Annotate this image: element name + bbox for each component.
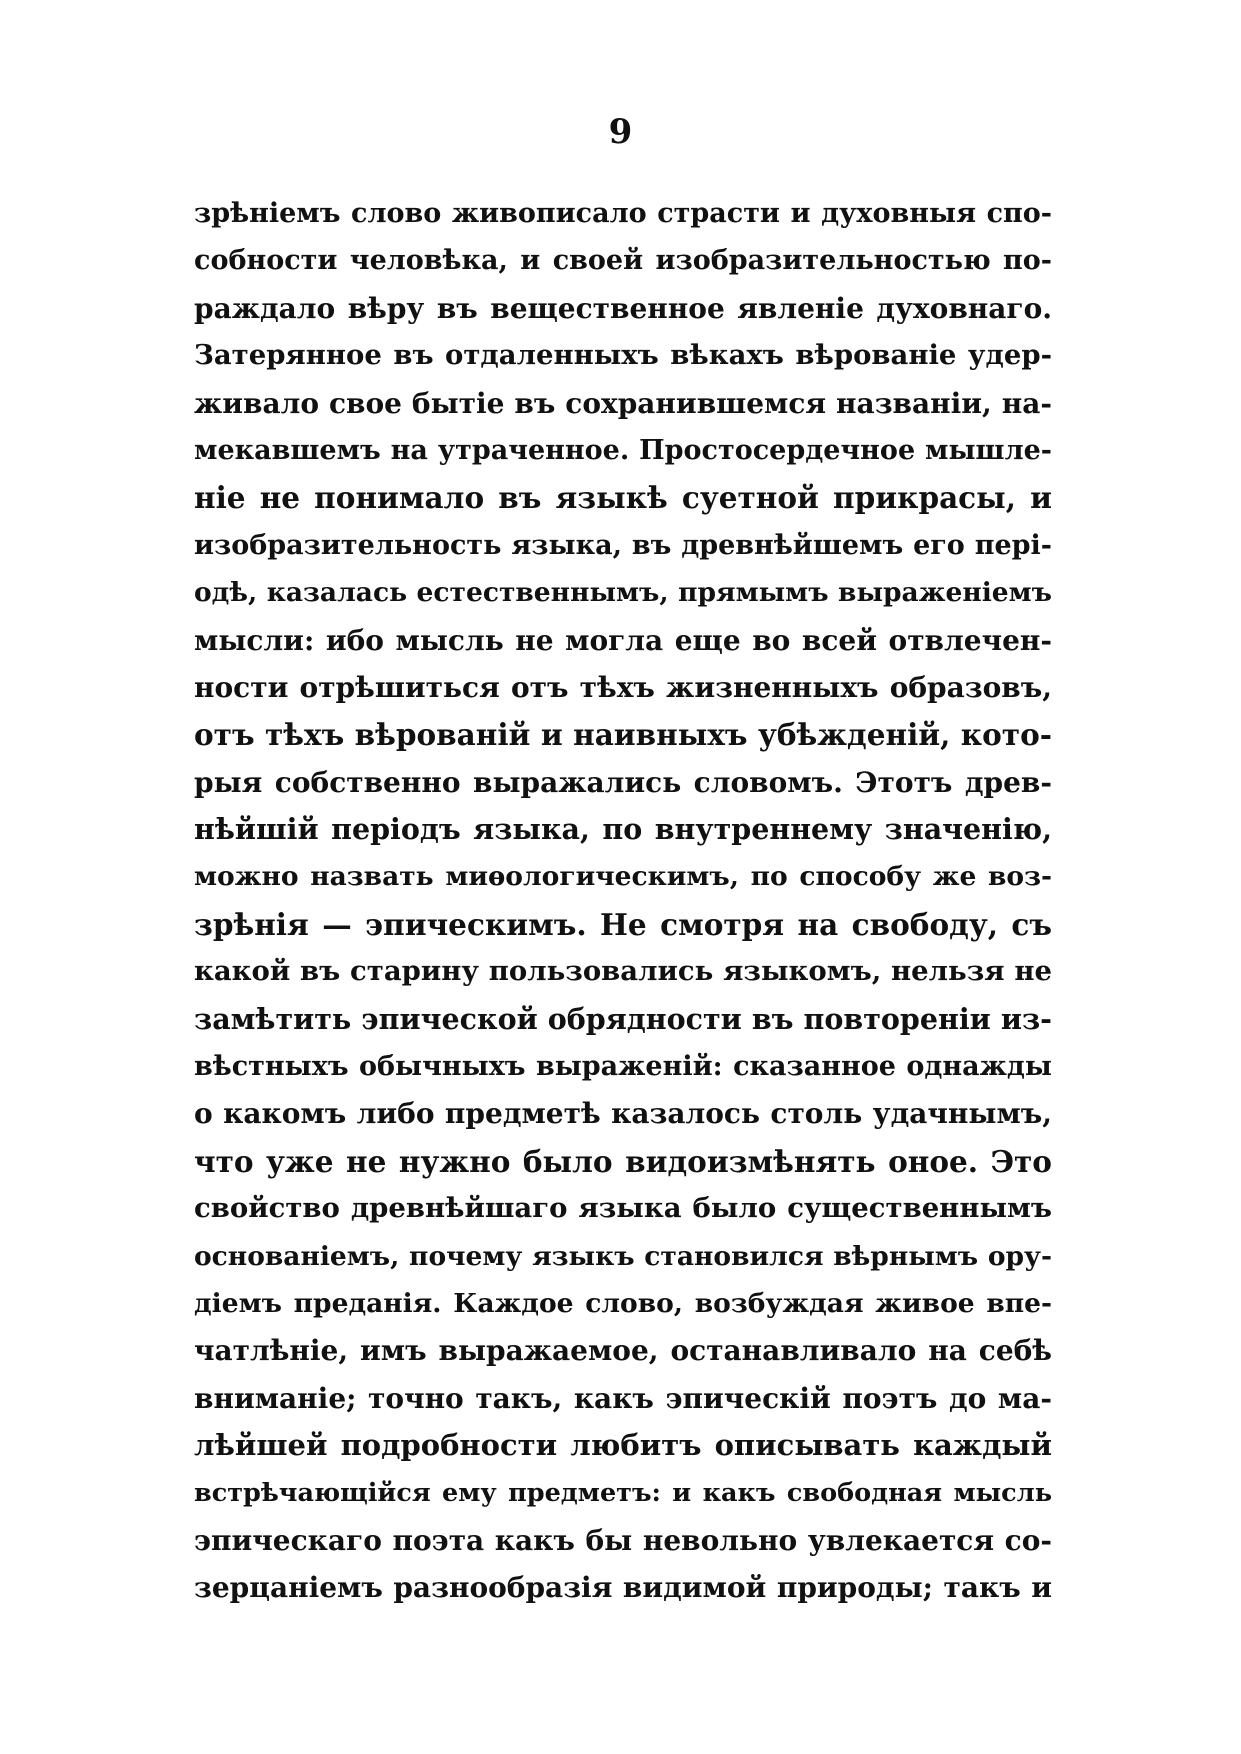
text-line: вниманіе; точно такъ, какъ эпическій поэтъ до ма- <box>194 1381 1052 1415</box>
text-line: эпическаго поэта какъ бы невольно увлекается со- <box>194 1523 1052 1557</box>
text-line: собности человѣка, и своей изобразительностью по- <box>194 245 1052 277</box>
text-line: замѣтить эпической обрядности въ повтореніи из- <box>194 1001 1052 1036</box>
text-line: изобразительность языка, въ древнѣйшемъ его пері- <box>194 529 1052 561</box>
text-line: основаніемъ, почему языкъ становился вѣрнымъ ору- <box>194 1240 1052 1272</box>
text-line: отъ тѣхъ вѣрованій и наивныхъ убѣжденій, кото- <box>194 717 1052 753</box>
text-line: Затерянное въ отдаленныхъ вѣкахъ вѣрованіе удер- <box>194 339 1052 372</box>
text-line: нѣйшій періодъ языка, по внутреннему значенію, <box>194 812 1052 847</box>
text-line: что уже не нужно было видоизмѣнять оное. Это <box>194 1143 1052 1179</box>
text-line: зрѣнія — эпическимъ. Не смотря на свободу, съ <box>194 906 1052 942</box>
page-number: 9 <box>608 112 633 152</box>
text-line: вѣстныхъ обычныхъ выраженій: сказанное однажды <box>194 1051 1052 1083</box>
text-line: можно назвать миѳологическимъ, по способу же воз- <box>194 861 1052 893</box>
text-line: лѣйшей подробности любитъ описывать каждый <box>194 1428 1052 1463</box>
text-line: свойство древнѣйшаго языка было существеннымъ <box>194 1192 1052 1225</box>
text-line: раждало вѣру въ вещественное явленіе духовнаго. <box>194 291 1052 325</box>
text-line: живало свое бытіе въ сохранившемся названіи, на- <box>194 386 1052 420</box>
text-line: зерцаніемъ разнообразія видимой природы; такъ и <box>194 1571 1052 1605</box>
text-line: чатлѣніе, имъ выражаемое, останавливало на себѣ <box>194 1334 1052 1368</box>
text-line: ности отрѣшиться отъ тѣхъ жизненныхъ образовъ, <box>194 670 1052 704</box>
text-line: одѣ, казалась естественнымъ, прямымъ выраженіемъ <box>194 577 1052 609</box>
text-line: зрѣніемъ слово живописало страсти и духовныя спо- <box>194 198 1052 229</box>
text-line: діемъ преданія. Каждое слово, возбуждая живое впе- <box>194 1287 1052 1319</box>
text-line: рыя собственно выражались словомъ. Этотъ древ- <box>194 765 1052 799</box>
body-text <box>194 190 1052 1612</box>
text-line: встрѣчающійся ему предметъ: и какъ свободная мысль <box>194 1477 1052 1508</box>
text-line: какой въ старину пользовались языкомъ, нельзя не <box>194 955 1052 988</box>
text-line: о какомъ либо предметѣ казалось столь удачнымъ, <box>194 1097 1052 1131</box>
text-line: ніе не понимало въ языкѣ суетной прикрасы, и <box>194 480 1052 516</box>
text-line: мысли: ибо мысль не могла еще во всей отвлечен- <box>194 623 1052 657</box>
text-line: мекавшемъ на утраченное. Простосердечное мышле- <box>194 434 1052 466</box>
